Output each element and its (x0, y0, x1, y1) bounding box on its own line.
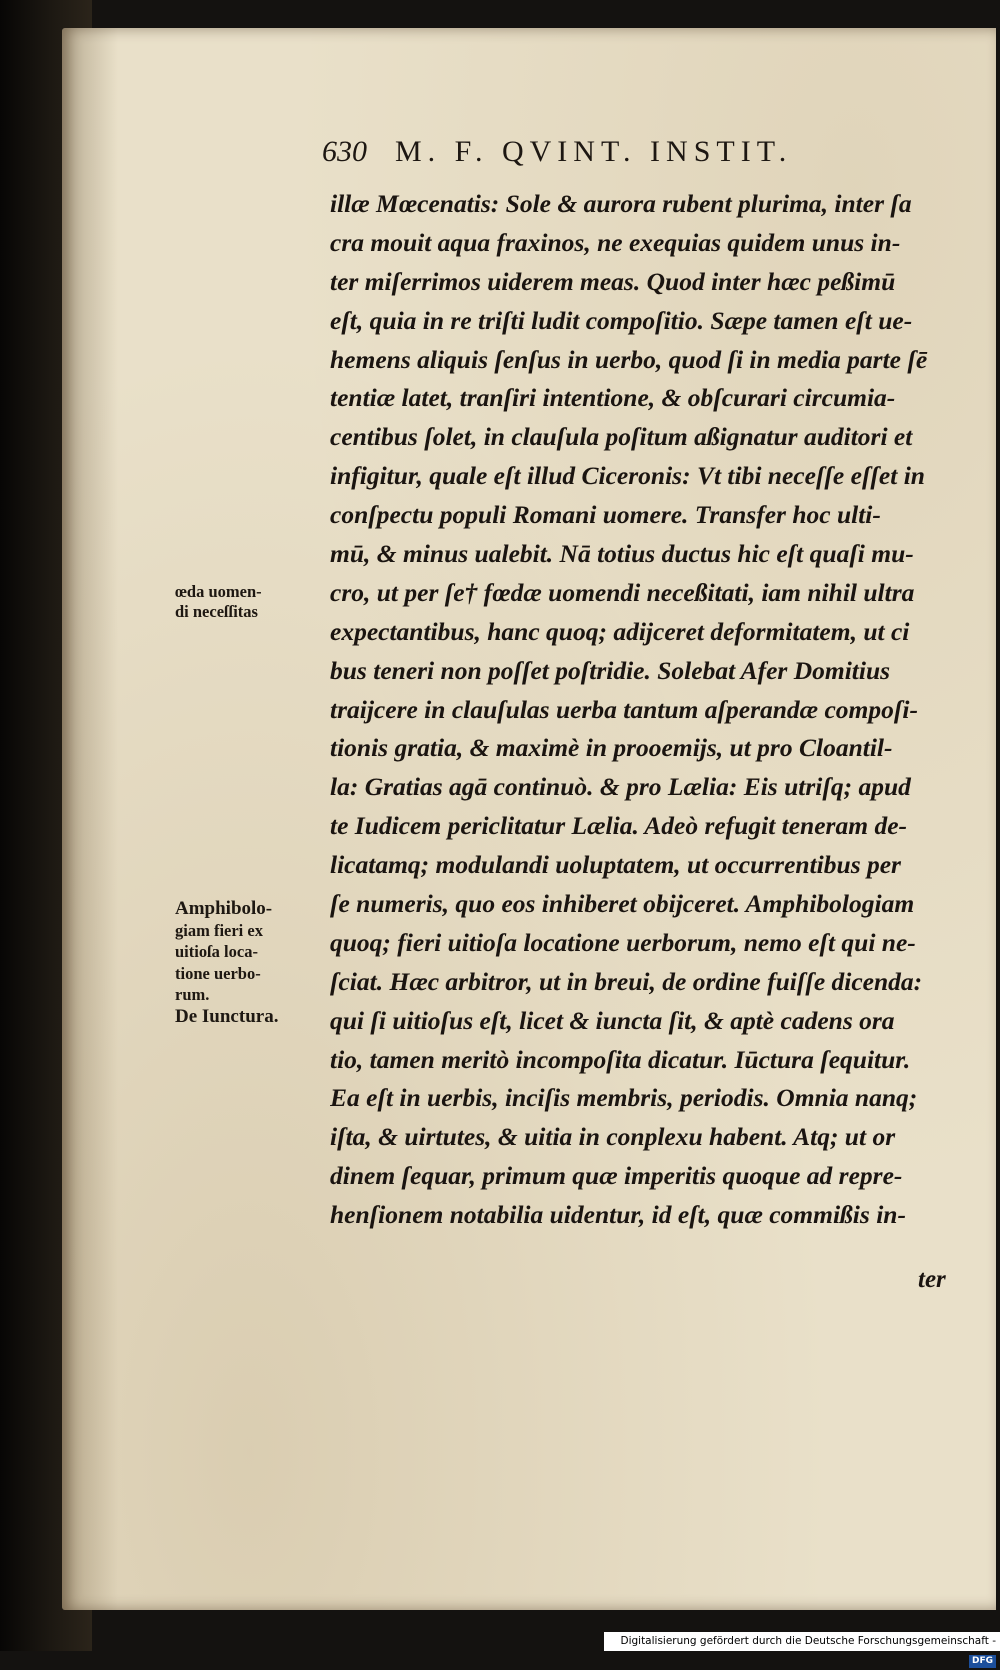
marginal-note-vomiting (175, 582, 262, 622)
text-line: ſe numeris, quo eos inhiberet obijceret. Amphibologiam (330, 889, 915, 919)
text-line: cro, ut per ſe† fœdæ uomendi neceßitati, iam nihil ultra (330, 577, 915, 607)
catchword: ter (918, 1266, 946, 1293)
marginal-line: Amphibolo- (175, 898, 273, 919)
text-line: ter miſerrimos uiderem meas. Quod inter hæc peßimū (330, 266, 896, 296)
text-line: infigitur, quale eſt illud Ciceronis: Vt tibi neceſſe eſſet in (330, 461, 925, 491)
text-line: eſt, quia in re triſti ludit compoſitio. Sæpe tamen eſt ue- (330, 305, 913, 335)
marginal-line: De Iunctura. (175, 1005, 279, 1027)
footer-text: Digitalisierung gefördert durch die Deutsche Forschungsgemeinschaft - (620, 1635, 996, 1647)
digitization-footer (604, 1632, 1000, 1666)
text-line: expectantibus, hanc quoq; adijceret deformitatem, ut ci (330, 616, 910, 646)
marginal-line: di neceſſitas (175, 602, 258, 621)
text-line: traijcere in clauſulas uerba tantum aſperandæ compoſi- (330, 694, 918, 724)
dfg-logo: DFG (969, 1655, 996, 1668)
text-line: hemens aliquis ſenſus in uerbo, quod ſi in media parte ſē (330, 344, 928, 374)
text-line: te Iudicem periclitatur Lælia. Adeò refugit teneram de- (330, 811, 907, 841)
text-line: Ea eſt in uerbis, inciſis membris, periodis. Omnia nanq; (330, 1083, 918, 1113)
text-line: dinem ſequar, primum quæ imperitis quoque ad repre- (330, 1161, 903, 1191)
marginal-line: giam fieri ex (175, 920, 263, 940)
text-line: mū, & minus ualebit. Nā totius ductus hic eſt quaſi mu- (330, 539, 914, 569)
marginal-line: tione uerbo- (175, 963, 261, 983)
page-number: 630 (322, 135, 367, 168)
text-line: qui ſi uitioſus eſt, licet & iuncta ſit, & aptè cadens ora (330, 1005, 895, 1035)
marginal-note-amphibology (175, 898, 278, 1027)
text-line: tentiæ latet, tranſiri intentione, & obſcurari circumia- (330, 383, 896, 413)
text-line: centibus ſolet, in clauſula poſitum aßignatur auditori et (330, 422, 913, 452)
running-head (322, 135, 942, 175)
text-line: quoq; fieri uitioſa locatione uerborum, nemo eſt qui ne- (330, 927, 916, 957)
text-line: cra mouit aqua fraxinos, ne exequias quidem unus in- (330, 227, 901, 257)
text-line: ſciat. Hæc arbitror, ut in breui, de ordine fuiſſe dicenda: (330, 966, 923, 996)
text-line: licatamq; modulandi uoluptatem, ut occurrentibus per (330, 850, 901, 880)
text-line: tio, tamen meritò incompoſita dicatur. Iūctura ſequitur. (330, 1044, 911, 1074)
text-line: conſpectu populi Romani uomere. Transfer hoc ulti- (330, 500, 881, 530)
marginal-line: œda uomen- (175, 582, 262, 601)
body-text (330, 185, 980, 1235)
text-line: tionis gratia, & maximè in prooemijs, ut pro Cloantil- (330, 733, 893, 763)
marginal-line: uitioſa loca- (175, 942, 258, 961)
text-line: henſionem notabilia uidentur, id eſt, quæ commißis in- (330, 1200, 906, 1230)
text-line: la: Gratias agā continuò. & pro Lælia: Eis utriſq; apud (330, 772, 911, 802)
text-line: bus teneri non poſſet poſtridie. Solebat Afer Domitius (330, 655, 891, 685)
text-line: iſta, & uirtutes, & uitia in conplexu habent. Atq; ut or (330, 1122, 896, 1152)
text-line: illæ Mœcenatis: Sole & aurora rubent plurima, inter ſa (330, 189, 912, 218)
marginal-line: rum. (175, 985, 210, 1004)
running-head-title: M. F. QVINT. INSTIT. (395, 135, 793, 168)
